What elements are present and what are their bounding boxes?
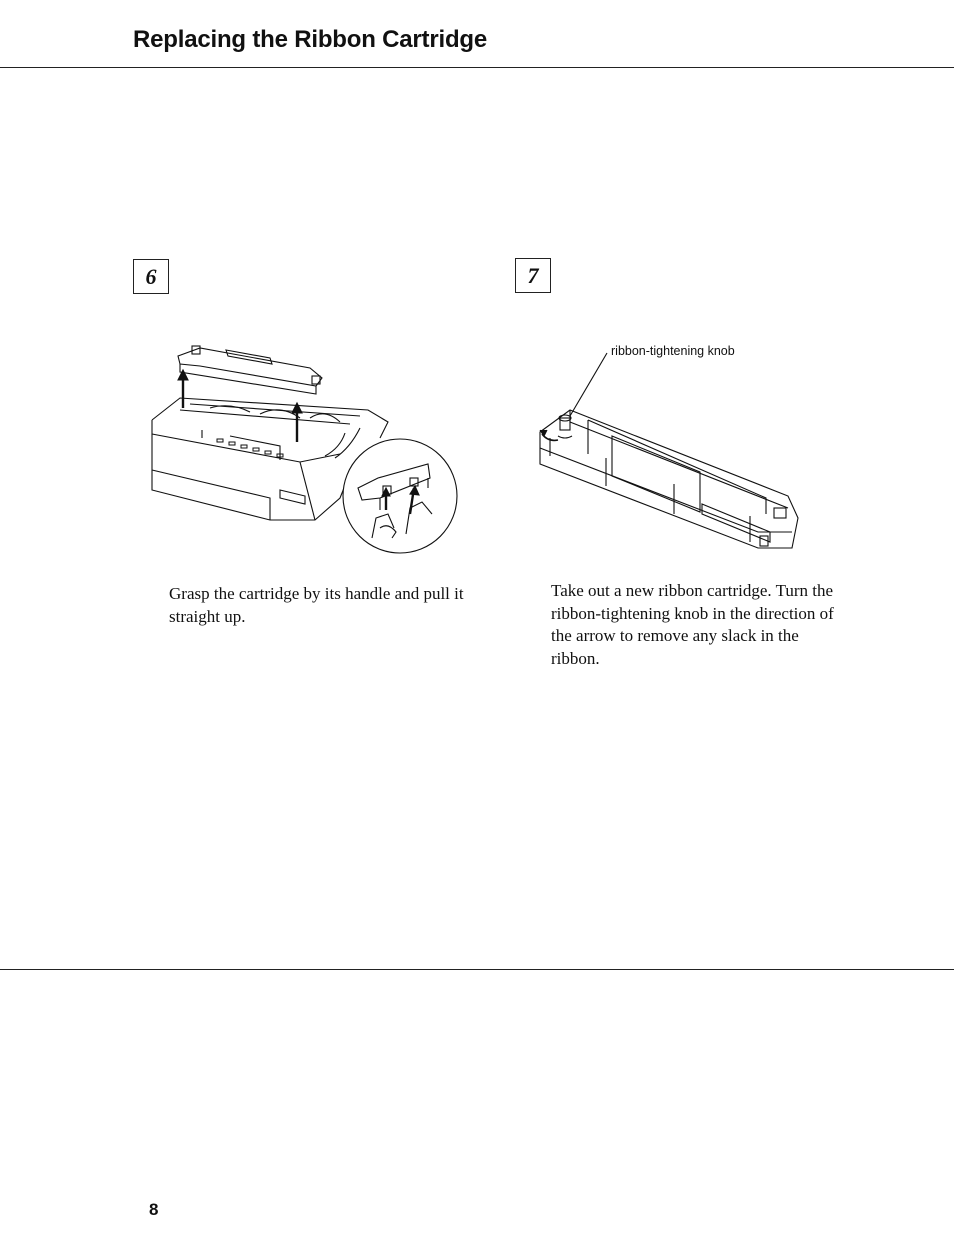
printer-remove-cartridge-illustration: [140, 338, 460, 568]
header-rule: [0, 67, 954, 68]
ribbon-knob-callout: ribbon-tightening knob: [611, 344, 735, 358]
footer-rule: [0, 969, 954, 970]
step-6-instructions: Grasp the cartridge by its handle and pull it straight up.: [169, 584, 464, 626]
step-6-number: 6: [133, 259, 169, 294]
ribbon-cartridge-illustration: [530, 336, 810, 558]
step-7-number: 7: [515, 258, 551, 293]
page-title: Replacing the Ribbon Cartridge: [133, 26, 488, 53]
page-number: 8: [149, 1200, 159, 1219]
step-7-instructions: Take out a new ribbon cartridge. Turn the ribbon-tightening knob in the direction of the arrow to remove any slack in the ribbon.: [551, 581, 834, 668]
